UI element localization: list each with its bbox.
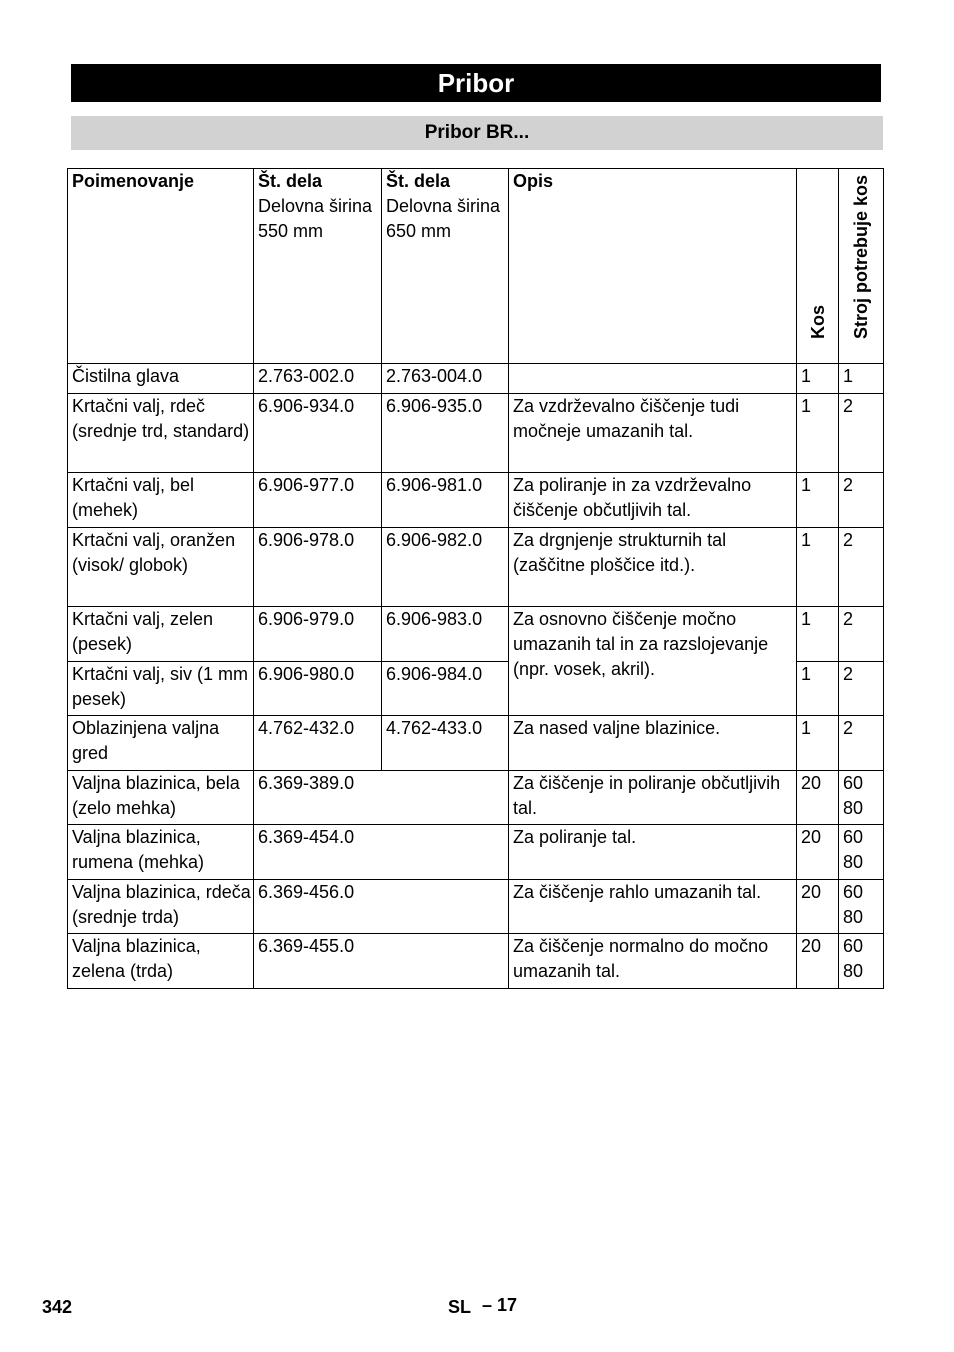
cell-machine-needs: 60 80 xyxy=(839,934,884,989)
cell-part-550: 6.906-977.0 xyxy=(254,473,382,528)
language-code: SL xyxy=(448,1297,472,1317)
cell-machine-needs: 2 xyxy=(839,528,884,607)
cell-name: Čistilna glava xyxy=(68,364,254,394)
page-number: 342 xyxy=(42,1297,73,1317)
cell-description: Za čiščenje in poliranje občutljivih tal. xyxy=(509,771,797,825)
cell-description: Za poliranje in za vzdrževalno čiščenje občutljivih tal. xyxy=(509,473,797,528)
table-row xyxy=(68,394,884,473)
cell-quantity: 1 xyxy=(797,662,839,716)
cell-name: Valjna blazinica, rumena (mehka) xyxy=(68,825,254,880)
cell-machine-needs: 60 80 xyxy=(839,825,884,880)
header-machine-needs: Stroj potrebuje kos xyxy=(839,169,884,364)
cell-part-550: 6.906-934.0 xyxy=(254,394,382,473)
table-row xyxy=(68,473,884,528)
cell-name: Krtačni valj, rdeč (srednje trd, standard) xyxy=(68,394,254,473)
page-title: Pribor xyxy=(71,64,881,102)
table-row xyxy=(68,880,884,934)
cell-quantity: 1 xyxy=(797,473,839,528)
cell-quantity: 20 xyxy=(797,934,839,989)
cell-part-550: 6.906-980.0 xyxy=(254,662,382,716)
cell-name: Krtačni valj, zelen (pesek) xyxy=(68,607,254,662)
cell-quantity: 1 xyxy=(797,607,839,662)
header-part-650: Št. dela Delovna širina 650 mm xyxy=(382,169,509,364)
cell-part-550: 4.762-432.0 xyxy=(254,716,382,771)
table-row xyxy=(68,364,884,394)
table-row xyxy=(68,825,884,880)
cell-part-550: 6.906-978.0 xyxy=(254,528,382,607)
cell-description: Za nased valjne blazinice. xyxy=(509,716,797,771)
cell-description: Za poliranje tal. xyxy=(509,825,797,880)
cell-part-550: 2.763-002.0 xyxy=(254,364,382,394)
table-row xyxy=(68,934,884,989)
cell-name: Valjna blazinica, zelena (trda) xyxy=(68,934,254,989)
section-subtitle: Pribor BR... xyxy=(71,116,883,150)
cell-part-number: 6.369-455.0 xyxy=(254,934,509,989)
cell-machine-needs: 2 xyxy=(839,716,884,771)
cell-part-650: 6.906-983.0 xyxy=(382,607,509,662)
table-header-row xyxy=(68,169,884,364)
cell-part-650: 6.906-981.0 xyxy=(382,473,509,528)
section-page-number: – 17 xyxy=(482,1295,518,1315)
table-row xyxy=(68,716,884,771)
cell-machine-needs: 2 xyxy=(839,473,884,528)
accessories-table xyxy=(67,168,884,989)
cell-description: Za čiščenje rahlo umazanih tal. xyxy=(509,880,797,934)
cell-part-650: 2.763-004.0 xyxy=(382,364,509,394)
cell-description: Za vzdrževalno čiščenje tudi močneje umazanih tal. xyxy=(509,394,797,473)
cell-name: Krtačni valj, oranžen (visok/ globok) xyxy=(68,528,254,607)
cell-machine-needs: 60 80 xyxy=(839,771,884,825)
cell-name: Valjna blazinica, bela (zelo mehka) xyxy=(68,771,254,825)
cell-name: Krtačni valj, bel (mehek) xyxy=(68,473,254,528)
header-part-550: Št. dela Delovna širina 550 mm xyxy=(254,169,382,364)
header-name: Poimenovanje xyxy=(68,169,254,364)
cell-part-number: 6.369-454.0 xyxy=(254,825,509,880)
cell-part-650: 4.762-433.0 xyxy=(382,716,509,771)
cell-description xyxy=(509,364,797,394)
cell-quantity: 20 xyxy=(797,825,839,880)
cell-part-650: 6.906-984.0 xyxy=(382,662,509,716)
cell-machine-needs: 2 xyxy=(839,394,884,473)
cell-part-number: 6.369-389.0 xyxy=(254,771,509,825)
cell-quantity: 1 xyxy=(797,716,839,771)
cell-name: Krtačni valj, siv (1 mm pesek) xyxy=(68,662,254,716)
cell-description: Za drgnjenje strukturnih tal (zaščitne ploščice itd.). xyxy=(509,528,797,607)
cell-quantity: 1 xyxy=(797,528,839,607)
table-row xyxy=(68,607,884,662)
cell-name: Valjna blazinica, rdeča (srednje trda) xyxy=(68,880,254,934)
cell-description: Za osnovno čiščenje močno umazanih tal in za razslojevanje (npr. vosek, akril). xyxy=(509,607,797,716)
cell-machine-needs: 1 xyxy=(839,364,884,394)
header-description: Opis xyxy=(509,169,797,364)
table-row xyxy=(68,528,884,607)
cell-quantity: 1 xyxy=(797,364,839,394)
header-quantity: Kos xyxy=(797,169,839,364)
cell-machine-needs: 60 80 xyxy=(839,880,884,934)
cell-description: Za čiščenje normalno do močno umazanih tal. xyxy=(509,934,797,989)
cell-quantity: 20 xyxy=(797,771,839,825)
cell-quantity: 20 xyxy=(797,880,839,934)
cell-quantity: 1 xyxy=(797,394,839,473)
cell-name: Oblazinjena valjna gred xyxy=(68,716,254,771)
cell-part-550: 6.906-979.0 xyxy=(254,607,382,662)
cell-part-number: 6.369-456.0 xyxy=(254,880,509,934)
cell-part-650: 6.906-982.0 xyxy=(382,528,509,607)
table-row xyxy=(68,771,884,825)
cell-machine-needs: 2 xyxy=(839,607,884,662)
cell-machine-needs: 2 xyxy=(839,662,884,716)
cell-part-650: 6.906-935.0 xyxy=(382,394,509,473)
